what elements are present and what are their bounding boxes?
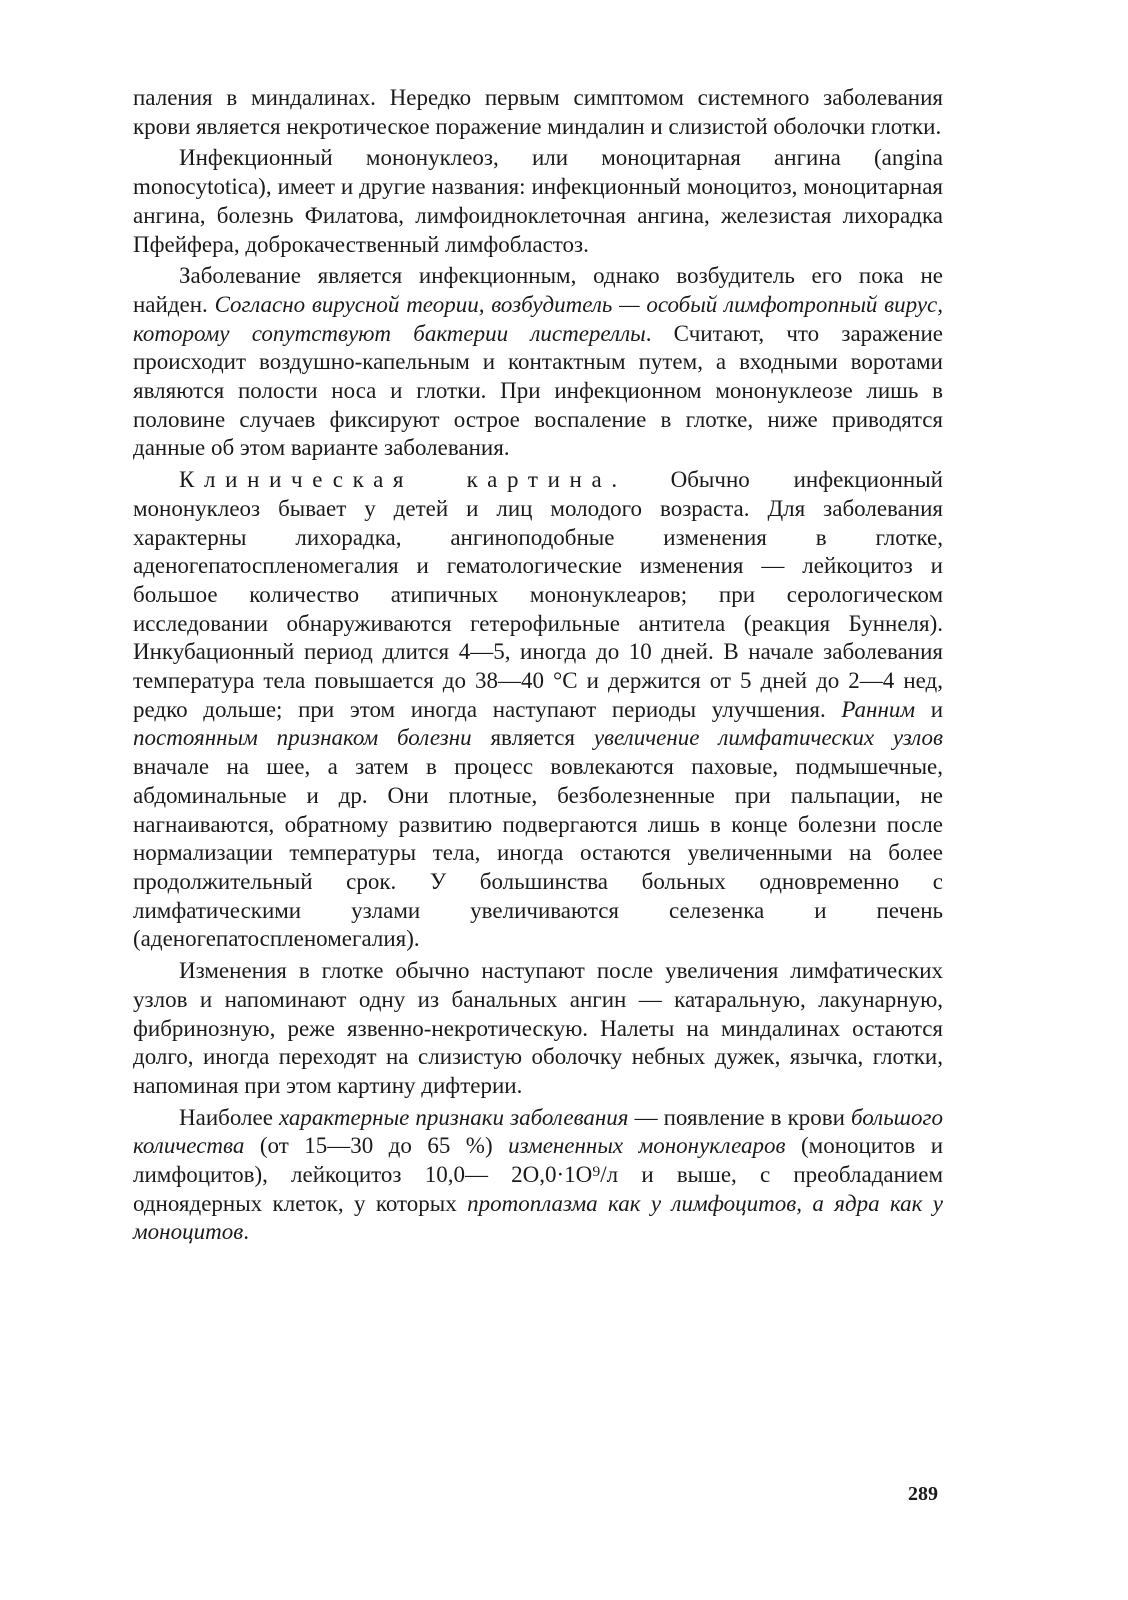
paragraph: [133, 466, 943, 954]
text-segment: Изменения в глотке обычно наступают после увеличения лимфатических узлов и напоминают одну из банальных ангин — катаральную, лакунарную, фибринозную, реже язвенно-некротическую. Налеты на миндалинах остаются долго, иногда переходят на слизистую оболочку небных дужек, язычка, глотки, напоминая при этом картину дифтерии.: [133, 958, 943, 1098]
italic-text: увеличение лимфатических узлов: [593, 725, 943, 751]
text-segment: (от 15—30 до 65 %): [244, 1133, 509, 1159]
text-segment: Обычно инфекционный мононуклеоз бывает у детей и лиц молодого возраста. Для заболевания характерны лихорадка, ангиноподобные изменения в глотке, аденогепатоспленомегалия и гематологические изменения — лейкоцитоз и большое количество атипичных мононуклеаров; при серологическом исследовании обнаруживаются гетерофильные антитела (реакция Буннеля). Инкубационный период длится 4—5, иногда до 10 дней. В начале заболевания температура тела повышается до 38—40 °С и держится от 5 дней до 2—4 нед, редко дольше; при этом иногда наступают периоды улучшения.: [133, 467, 943, 722]
text-segment: вначале на шее, а затем в процесс вовлекаются паховые, подмышечные, абдоминальные и др. Они плотные, безболезненные при пальпации, не нагнаиваются, обратному развитию подвергаются лишь в конце болезни после нормализации температуры тела, иногда остаются увеличенными на более продолжительный срок. У большинства больных одновременно с лимфатическими узлами увеличиваются селезенка и печень (аденогепатоспленомегалия).: [133, 754, 943, 952]
text-segment: .: [243, 1219, 249, 1245]
text-segment: является: [471, 725, 594, 751]
italic-text: протоплазма как у лимфоцитов, а ядра как у моноцитов: [133, 1190, 943, 1245]
italic-text: характерные признаки заболевания: [278, 1104, 629, 1130]
paragraph: [133, 957, 943, 1101]
paragraph: [133, 84, 943, 141]
paragraph: [133, 144, 943, 259]
text-segment: Заболевание является инфекционным, однако возбудитель его пока не найден.: [133, 263, 943, 317]
paragraph: [133, 1104, 943, 1248]
page-text-body: [133, 84, 943, 1250]
text-segment: Наиболее: [179, 1104, 279, 1130]
text-segment: — появление в крови: [628, 1104, 851, 1130]
text-segment: и: [915, 696, 943, 722]
page-number: 289: [908, 1483, 938, 1505]
italic-text: Ранним: [841, 696, 916, 722]
italic-text: постоянным признаком болезни: [133, 725, 472, 751]
paragraph: [133, 262, 943, 463]
text-segment: Инфекционный мононуклеоз, или моноцитарная ангина (angina monocytotica), имеет и другие названия: инфекционный моноцитоз, моноцитарная ангина, болезнь Филатова, лимфоидноклеточная ангина, железистая лихорадка Пфейфера, доброкачественный лимфобластоз.: [133, 145, 943, 257]
italic-text: измененных мононуклеаров: [508, 1133, 786, 1159]
italic-text: Согласно вирусной теории, возбудитель — особый лимфотропный вирус, которому сопутствуют бактерии листереллы: [133, 291, 943, 346]
text-segment: паления в миндалинах. Нередко первым симптомом системного заболевания крови является некротическое поражение миндалин и слизистой оболочки глотки.: [133, 85, 943, 139]
spaced-heading-text: Клиническая картина.: [179, 467, 627, 493]
text-segment: . Считают, что заражение происходит воздушно-капельным и контактным путем, а входными воротами являются полости носа и глотки. При инфекционном мононуклеозе лишь в половине случаев фиксируют острое воспаление в глотке, ниже приводятся данные об этом варианте заболевания.: [133, 320, 943, 461]
text-segment: (моноцитов и лимфоцитов), лейкоцитоз 10,0— 2О,0·1О⁹/л и выше, с преобладанием одноядерных клеток, у которых: [133, 1133, 944, 1216]
italic-text: большого количества: [133, 1104, 944, 1159]
